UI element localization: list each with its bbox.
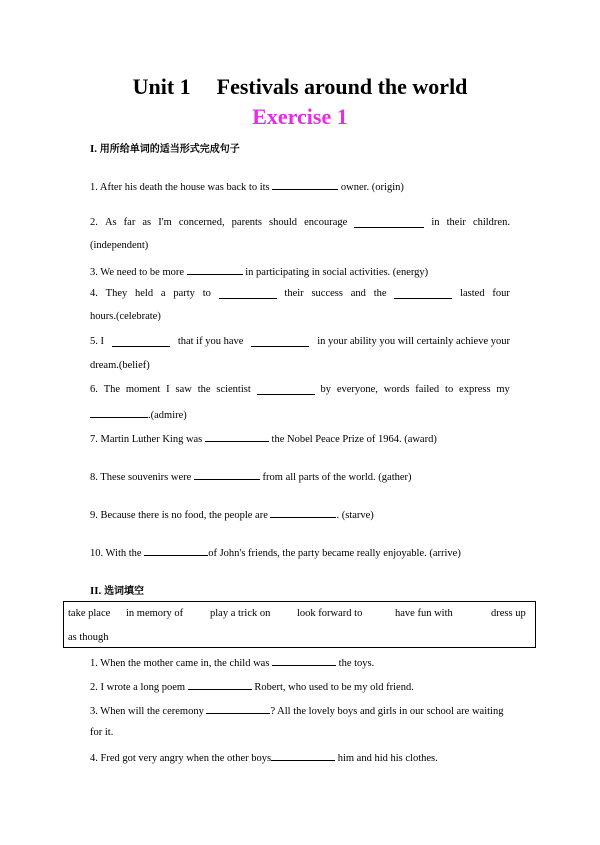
question-9-text: 9. Because there is no food, the people are: [90, 510, 268, 521]
question-9-blank[interactable]: [270, 507, 336, 518]
question-3: [90, 264, 428, 278]
question-7: [90, 431, 437, 445]
question-5-hint: dream.(belief): [90, 360, 150, 371]
question-7-hint: the Nobel Peace Prize of 1964. (award): [271, 434, 437, 445]
q2-word: I'm: [158, 217, 172, 228]
section-2-question-1: [90, 655, 374, 669]
q2-word: 2.: [90, 217, 98, 228]
word-bank-phrase: look forward to: [297, 608, 363, 619]
question-7-blank[interactable]: [205, 431, 269, 442]
section-1-instruction: 用所给单词的适当形式完成句子: [99, 144, 240, 155]
q4-word: 4.: [90, 288, 98, 299]
s2-question-3-tail: ? All the lovely boys and girls in our school are waiting: [270, 706, 504, 717]
q2-word: concerned,: [178, 217, 225, 228]
q4-word: success: [311, 288, 343, 299]
q5-text: 5. I: [90, 336, 104, 347]
q4-word: party: [173, 288, 195, 299]
q4-word: lasted: [460, 288, 485, 299]
section-2-question-3: [90, 703, 503, 717]
question-2: [90, 217, 510, 228]
q6-word: my: [496, 384, 510, 395]
section-2-question-4: [90, 750, 438, 764]
question-10-blank[interactable]: [144, 545, 208, 556]
question-4-blank-1[interactable]: [219, 288, 277, 299]
s2-question-2-blank[interactable]: [188, 679, 252, 690]
section-1-number: I.: [90, 143, 98, 155]
question-7-text: 7. Martin Luther King was: [90, 434, 203, 445]
page-title: [0, 74, 600, 100]
q6-word: everyone,: [336, 384, 378, 395]
question-2-blank[interactable]: [354, 217, 424, 228]
section-1-heading: [90, 140, 240, 155]
q2-word: in: [431, 217, 440, 228]
question-1-hint: owner. (origin): [340, 182, 404, 193]
q6-word: words: [383, 384, 410, 395]
question-1: [90, 179, 404, 193]
s2-question-3-blank[interactable]: [206, 703, 270, 714]
question-4-blank-2[interactable]: [394, 288, 452, 299]
question-4-hint: hours.(celebrate): [90, 311, 161, 322]
s2-question-2-tail: Robert, who used to be my old friend.: [254, 682, 414, 693]
q6-word: saw: [175, 384, 192, 395]
word-bank-phrase: take place: [68, 608, 111, 619]
q4-word: the: [373, 288, 387, 299]
q2-word: children.: [472, 217, 510, 228]
q2-word: should: [269, 217, 298, 228]
question-3-text: 3. We need to be more: [90, 267, 185, 278]
q2-word: encourage: [304, 217, 348, 228]
s2-question-1-text: 1. When the mother came in, the child was: [90, 658, 270, 669]
word-bank-phrase: have fun with: [395, 608, 453, 619]
section-2-number: II.: [90, 585, 102, 597]
unit-topic: Festivals around the world: [216, 74, 468, 99]
question-6-blank-1[interactable]: [257, 384, 315, 395]
q6-word: scientist: [216, 384, 251, 395]
section-2-instruction: 选词填空: [104, 586, 145, 597]
q4-word: to: [202, 288, 211, 299]
q5-text: in your ability you will certainly achieve your: [317, 336, 510, 347]
question-3-blank[interactable]: [187, 264, 243, 275]
question-6-blank-2[interactable]: [90, 407, 148, 418]
question-10-text: 10. With the: [90, 548, 142, 559]
q6-word: moment: [125, 384, 161, 395]
exercise-subtitle: Exercise 1: [252, 104, 348, 129]
q6-word: I: [166, 384, 170, 395]
question-9: [90, 507, 374, 521]
q6-word: the: [197, 384, 211, 395]
q6-word: express: [459, 384, 491, 395]
question-2-hint: (independent): [90, 240, 149, 251]
q2-word: parents: [231, 217, 262, 228]
q2-word: far: [123, 217, 136, 228]
question-5: [90, 336, 510, 347]
question-10: [90, 545, 461, 559]
s2-question-3-line-2: for it.: [90, 727, 114, 738]
question-6-hint: .(admire): [148, 410, 187, 421]
s2-question-4-text: 4. Fred got very angry when the other boys: [90, 753, 272, 764]
s2-question-4-blank[interactable]: [271, 750, 335, 761]
q6-word: failed: [415, 384, 440, 395]
q2-word: As: [104, 217, 117, 228]
question-1-text: 1. After his death the house was back to its: [90, 182, 270, 193]
s2-question-4-tail: him and hid his clothes.: [337, 753, 438, 764]
s2-question-1-tail: the toys.: [338, 658, 375, 669]
q4-word: four: [492, 288, 510, 299]
q6-word: to: [445, 384, 454, 395]
q4-word: their: [284, 288, 304, 299]
question-1-blank[interactable]: [272, 179, 338, 190]
q2-word: as: [142, 217, 152, 228]
question-3-hint: in participating in social activities. (energy): [245, 267, 429, 278]
question-8: [90, 469, 412, 483]
q4-word: They: [105, 288, 128, 299]
question-8-hint: from all parts of the world. (gather): [262, 472, 412, 483]
q6-word: by: [320, 384, 331, 395]
q5-text: that if you have: [177, 336, 244, 347]
s2-question-1-blank[interactable]: [272, 655, 336, 666]
unit-label: Unit 1: [132, 74, 191, 99]
word-bank-phrase: in memory of: [126, 608, 184, 619]
word-bank-phrase: dress up: [491, 608, 526, 619]
s2-question-3-text: 3. When will the ceremony: [90, 706, 204, 717]
section-2-heading: [90, 582, 144, 597]
word-bank-box: [63, 601, 536, 648]
question-6-line-2: [90, 407, 187, 421]
question-4: [90, 288, 510, 299]
question-6: [90, 384, 510, 395]
q4-word: held: [135, 288, 154, 299]
q4-word: a: [160, 288, 166, 299]
section-2-question-2: [90, 679, 414, 693]
q6-word: The: [103, 384, 121, 395]
question-8-text: 8. These souvenirs were: [90, 472, 192, 483]
word-bank-phrase: as though: [68, 632, 109, 643]
question-5-blank-2[interactable]: [251, 336, 309, 347]
q6-word: 6.: [90, 384, 98, 395]
q2-word: their: [446, 217, 466, 228]
question-5-blank-1[interactable]: [112, 336, 170, 347]
question-9-hint: . (starve): [336, 510, 374, 521]
question-10-hint: of John's friends, the party became really enjoyable. (arrive): [208, 548, 461, 559]
question-8-blank[interactable]: [194, 469, 260, 480]
word-bank-phrase: play a trick on: [210, 608, 271, 619]
s2-question-2-text: 2. I wrote a long poem: [90, 682, 186, 693]
q4-word: and: [350, 288, 366, 299]
